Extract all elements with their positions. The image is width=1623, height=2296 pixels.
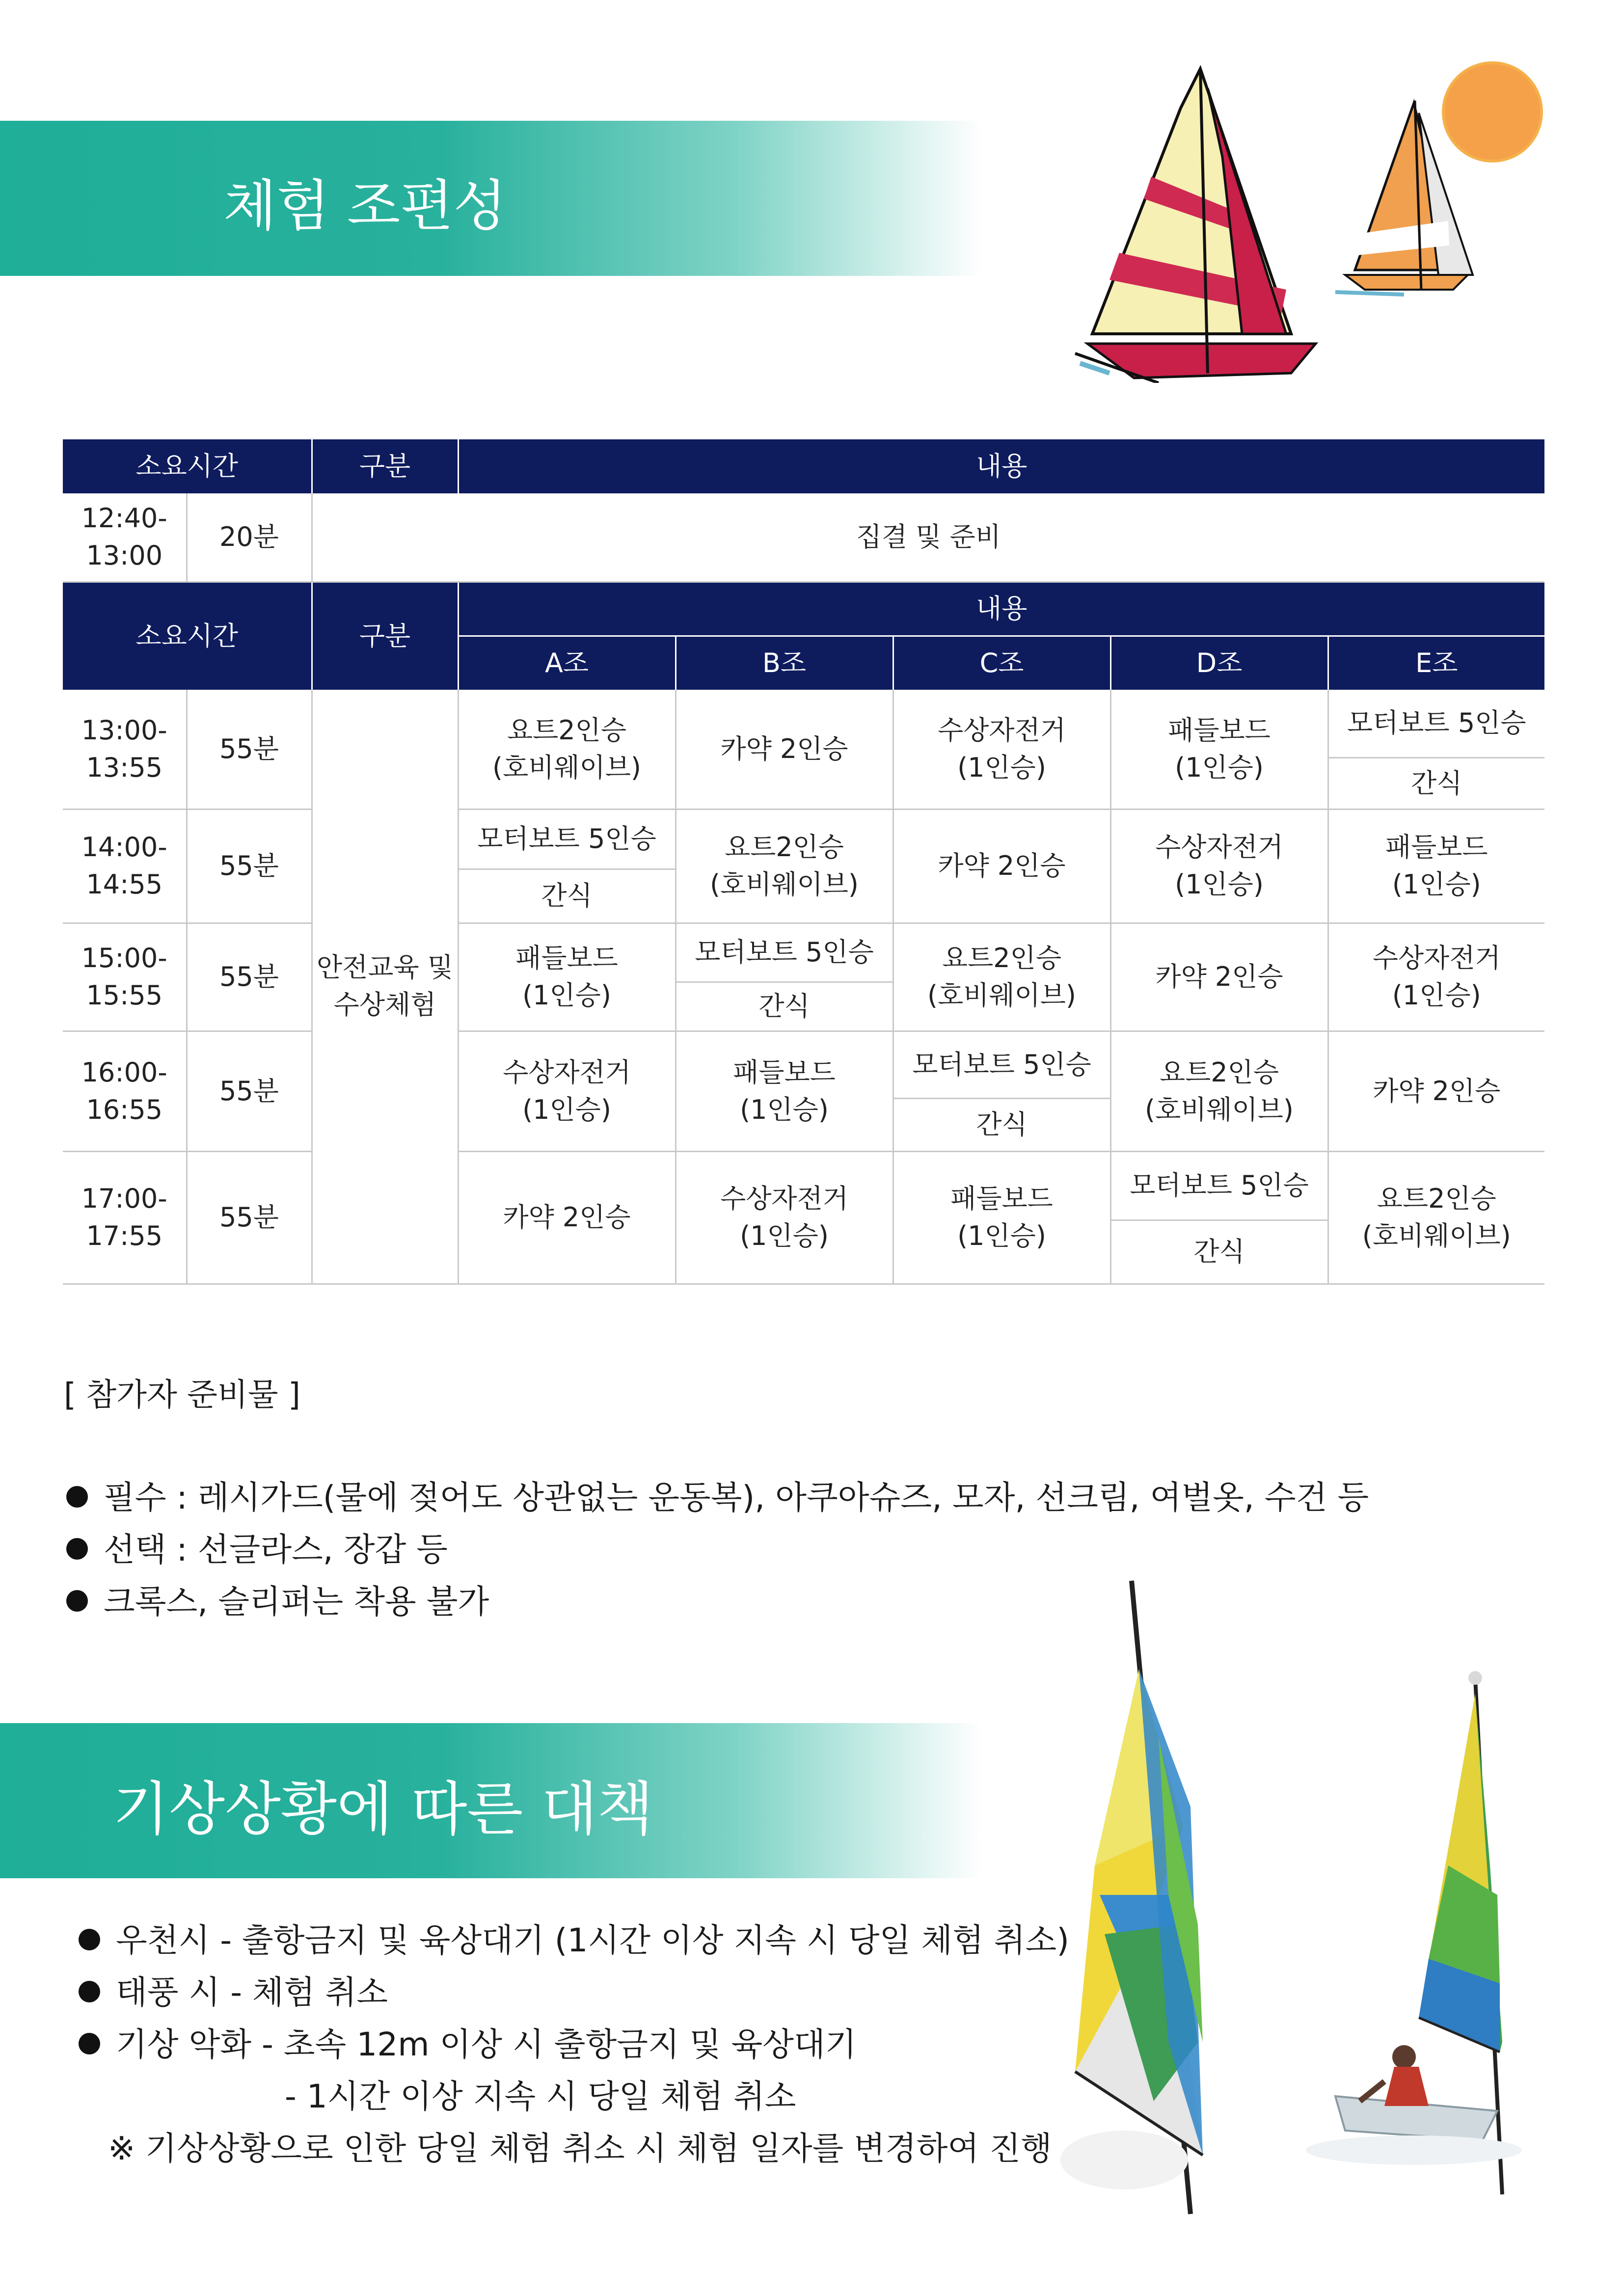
bullet-icon bbox=[66, 1486, 88, 1508]
row3-duration: 55분 bbox=[187, 923, 312, 1031]
row5-duration: 55분 bbox=[187, 1151, 312, 1284]
row3-b-top: 모터보트 5인승 bbox=[676, 923, 893, 982]
row4-c-top: 모터보트 5인승 bbox=[893, 1031, 1110, 1098]
group-d-header: D조 bbox=[1110, 636, 1328, 690]
weather-note: ※ 기상상황으로 인한 당일 체험 취소 시 체험 일자를 변경하여 진행 bbox=[108, 2130, 1052, 2167]
hobie-sailboats-photo bbox=[1041, 1551, 1532, 2288]
header2-time: 소요시간 bbox=[63, 582, 312, 690]
preparation-item-text: 크록스, 슬리퍼는 착용 불가 bbox=[104, 1583, 489, 1621]
row1-duration: 55분 bbox=[187, 690, 312, 809]
row5-b: 수상자전거 (1인승) bbox=[676, 1151, 893, 1284]
weather-item-text: 태풍 시 - 체험 취소 bbox=[116, 1973, 388, 2011]
row2-c: 카약 2인승 bbox=[893, 809, 1110, 923]
bullet-icon bbox=[79, 1929, 100, 1950]
row3-c: 요트2인승 (호비웨이브) bbox=[893, 923, 1110, 1031]
schedule-table bbox=[63, 439, 1544, 1285]
row2-b: 요트2인승 (호비웨이브) bbox=[676, 809, 893, 923]
preparation-item-text: 필수 : 레시가드(물에 젖어도 상관없는 운동복), 아쿠아슈즈, 모자, 선크림, 여벌옷, 수건 등 bbox=[104, 1479, 1369, 1516]
row3-e: 수상자전거 (1인승) bbox=[1328, 923, 1544, 1031]
preparation-title: [ 참가자 준비물 ] bbox=[64, 1377, 300, 1413]
row1-c: 수상자전거 (1인승) bbox=[893, 690, 1110, 809]
group-c-header: C조 bbox=[893, 636, 1110, 690]
row4-a: 수상자전거 (1인승) bbox=[458, 1031, 676, 1151]
row3-time: 15:00- 15:55 bbox=[63, 923, 187, 1031]
bullet-icon bbox=[66, 1538, 88, 1560]
row2-a-top: 모터보트 5인승 bbox=[458, 809, 676, 869]
row1-b: 카약 2인승 bbox=[676, 690, 893, 809]
row1-e-top: 모터보트 5인승 bbox=[1328, 690, 1544, 757]
section-title-weather: 기상상황에 따른 대책 bbox=[113, 1775, 653, 1843]
row5-d-bottom: 간식 bbox=[1110, 1220, 1328, 1284]
row4-time: 16:00- 16:55 bbox=[63, 1031, 187, 1151]
list-item bbox=[79, 1967, 1069, 2019]
row3-b-bottom: 간식 bbox=[676, 982, 893, 1031]
row3-d: 카약 2인승 bbox=[1110, 923, 1328, 1031]
row5-c: 패들보드 (1인승) bbox=[893, 1151, 1110, 1284]
row4-c-bottom: 간식 bbox=[893, 1098, 1110, 1151]
row2-a-bottom: 간식 bbox=[458, 869, 676, 923]
row4-b: 패들보드 (1인승) bbox=[676, 1031, 893, 1151]
weather-list bbox=[79, 1915, 1069, 2175]
row5-a: 카약 2인승 bbox=[458, 1151, 676, 1284]
row4-d: 요트2인승 (호비웨이브) bbox=[1110, 1031, 1328, 1151]
group-a-header: A조 bbox=[458, 636, 676, 690]
row3-a: 패들보드 (1인승) bbox=[458, 923, 676, 1031]
list-item bbox=[79, 1915, 1069, 1967]
bullet-icon bbox=[66, 1590, 88, 1612]
row5-d-top: 모터보트 5인승 bbox=[1110, 1151, 1328, 1220]
row2-time: 14:00- 14:55 bbox=[63, 809, 187, 923]
header2-content: 내용 bbox=[458, 582, 1544, 636]
gather-duration: 20분 bbox=[187, 493, 312, 582]
sun-icon bbox=[1443, 63, 1542, 161]
row4-duration: 55분 bbox=[187, 1031, 312, 1151]
section-title-team: 체험 조편성 bbox=[223, 174, 507, 238]
header-content: 내용 bbox=[458, 439, 1544, 493]
weather-item-text: 우천시 - 출항금지 및 육상대기 (1시간 이상 지속 시 당일 체험 취소) bbox=[116, 1921, 1069, 1959]
sailboat-illustration bbox=[1060, 59, 1551, 383]
bullet-icon bbox=[79, 1981, 100, 2002]
row2-duration: 55분 bbox=[187, 809, 312, 923]
row1-e-bottom: 간식 bbox=[1328, 757, 1544, 809]
row1-d: 패들보드 (1인승) bbox=[1110, 690, 1328, 809]
group-b-header: B조 bbox=[676, 636, 893, 690]
group-e-header: E조 bbox=[1328, 636, 1544, 690]
gather-time: 12:40- 13:00 bbox=[63, 493, 187, 582]
weather-item-text: 기상 악화 - 초속 12m 이상 시 출항금지 및 육상대기 bbox=[116, 2026, 857, 2063]
header2-category: 구분 bbox=[312, 582, 458, 690]
gather-content: 집결 및 준비 bbox=[312, 493, 1544, 582]
bullet-icon bbox=[79, 2033, 100, 2054]
header-time: 소요시간 bbox=[63, 439, 312, 493]
header-category: 구분 bbox=[312, 439, 458, 493]
row2-e: 패들보드 (1인승) bbox=[1328, 809, 1544, 923]
list-item bbox=[66, 1472, 1369, 1524]
preparation-item-text: 선택 : 선글라스, 장갑 등 bbox=[104, 1531, 448, 1568]
row2-d: 수상자전거 (1인승) bbox=[1110, 809, 1328, 923]
row4-e: 카약 2인승 bbox=[1328, 1031, 1544, 1151]
row1-a: 요트2인승 (호비웨이브) bbox=[458, 690, 676, 809]
safety-cell: 안전교육 및 수상체험 bbox=[312, 690, 458, 1284]
weather-continuation: - 1시간 이상 지속 시 당일 체험 취소 bbox=[285, 2078, 796, 2115]
list-item bbox=[79, 2019, 1069, 2071]
row5-time: 17:00- 17:55 bbox=[63, 1151, 187, 1284]
row5-e: 요트2인승 (호비웨이브) bbox=[1328, 1151, 1544, 1284]
row1-time: 13:00- 13:55 bbox=[63, 690, 187, 809]
